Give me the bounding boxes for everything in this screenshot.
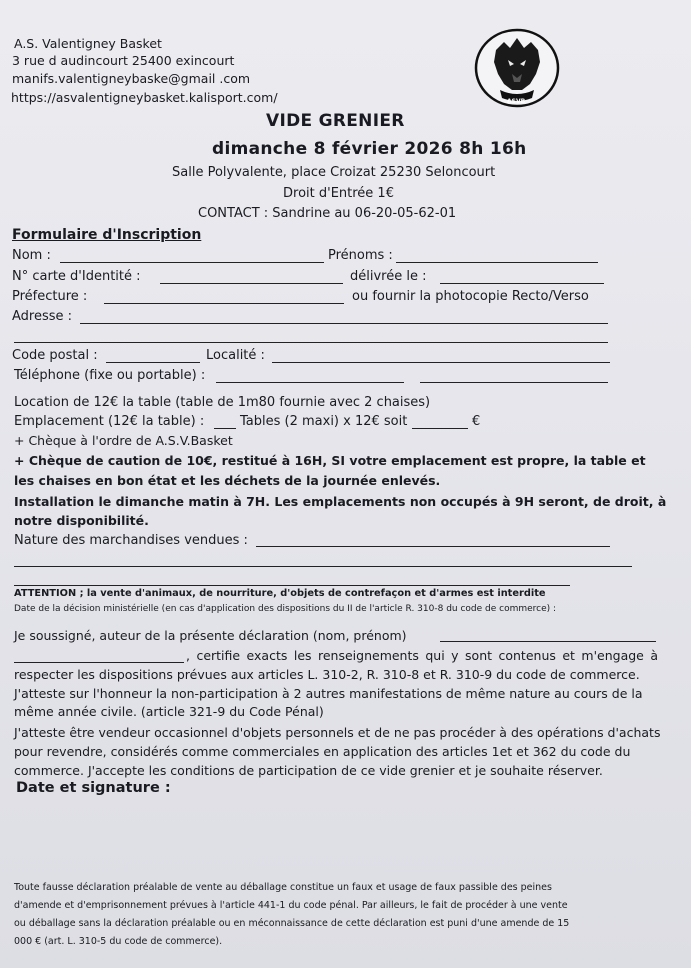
photocopy-note: ou fournir la photocopie Recto/Verso [352, 289, 589, 304]
delivered-label: délivrée le : [350, 269, 427, 284]
declaration-line-1: Je soussigné, auteur de la présente déclaration (nom, prénom) [14, 628, 407, 643]
nature-field-line2[interactable] [14, 566, 632, 567]
attention-notice: ATTENTION ; la vente d'animaux, de nourriture, d'objets de contrefaçon et d'armes est interdite [14, 588, 546, 599]
org-email: manifs.valentigneybaske@gmail .com [12, 71, 251, 86]
postal-code-label: Code postal : [12, 348, 98, 363]
telephone-field-1[interactable] [216, 382, 404, 383]
cheque-deposit-a: + Chèque de caution de 10€, restitué à 16H, SI votre emplacement est propre, la table et [14, 453, 646, 468]
event-date-time: dimanche 8 février 2026 8h 16h [212, 139, 527, 159]
lion-head-icon [474, 28, 560, 108]
declaration-line-7: pour revendre, considérés comme commerciales en application des articles 1et et 362 du code du [14, 744, 631, 759]
adresse-label: Adresse : [12, 309, 73, 324]
postal-code-field[interactable] [106, 362, 200, 363]
event-contact: CONTACT : Sandrine au 06-20-05-62-01 [198, 206, 457, 221]
footer-line-2: d'amende et d'emprisonnement prévues à l'article 441-1 du code pénal. Par ailleurs, le fait de procéder à une vente [14, 900, 568, 911]
prenoms-label: Prénoms : [328, 248, 393, 263]
event-venue: Salle Polyvalente, place Croizat 25230 Seloncourt [172, 165, 496, 180]
org-address: 3 rue d audincourt 25400 exincourt [12, 53, 235, 68]
installation-a: Installation le dimanche matin à 7H. Les emplacements non occupés à 9H seront, de droit, à [14, 494, 667, 509]
telephone-field-2[interactable] [420, 382, 608, 383]
signature-label: Date et signature : [16, 780, 171, 796]
cheque-order: + Chèque à l'ordre de A.S.V.Basket [14, 433, 233, 448]
tables-count-field[interactable] [214, 428, 236, 429]
tables-label: Tables (2 maxi) x 12€ soit [240, 414, 408, 429]
event-title: VIDE GRENIER [266, 111, 405, 131]
emplacement-label: Emplacement (12€ la table) : [14, 414, 205, 429]
locality-field[interactable] [272, 362, 610, 363]
delivered-field[interactable] [440, 283, 604, 284]
location-line: Location de 12€ la table (table de 1m80 fournie avec 2 chaises) [14, 395, 431, 410]
org-name: A.S. Valentigney Basket [14, 36, 162, 51]
declaration-line-5: même année civile. (article 321-9 du Code Pénal) [14, 704, 324, 719]
club-logo [474, 28, 560, 108]
adresse-field-line2[interactable] [14, 342, 608, 343]
nom-field[interactable] [60, 262, 324, 263]
decision-notice: Date de la décision ministérielle (en cas d'application des dispositions du II de l'article R. 310-8 du code de commerce) : [14, 604, 557, 614]
id-card-label: N° carte d'Identité : [12, 269, 141, 284]
id-card-field[interactable] [160, 283, 343, 284]
event-entry-fee: Droit d'Entrée 1€ [283, 186, 394, 201]
nature-label: Nature des marchandises vendues : [14, 533, 248, 548]
footer-line-4: 000 € (art. L. 310-5 du code de commerce). [14, 936, 223, 947]
declaration-line-4: J'atteste sur l'honneur la non-participation à 2 autres manifestations de même nature au cours de la [14, 686, 643, 701]
nom-label: Nom : [12, 248, 51, 263]
footer-line-1: Toute fausse déclaration préalable de vente au déballage constitue un faux et usage de faux passible des peines [14, 882, 552, 893]
prefecture-field[interactable] [104, 303, 344, 304]
prenoms-field[interactable] [396, 262, 598, 263]
logo-text: ASVB [507, 98, 526, 105]
cheque-deposit-b: les chaises en bon état et les déchets de la journée enlevés. [14, 473, 441, 488]
nature-field-line3[interactable] [14, 585, 570, 586]
declaration-line-6: J'atteste être vendeur occasionnel d'objets personnels et de ne pas procéder à des opérations d'achats [14, 725, 661, 740]
declaration-line-3: respecter les dispositions prévues aux articles L. 310-2, R. 310-8 et R. 310-9 du code de commerce. [14, 667, 640, 682]
adresse-field[interactable] [80, 323, 608, 324]
locality-label: Localité : [206, 348, 265, 363]
org-website: https://asvalentigneybasket.kalisport.com/ [11, 90, 278, 105]
nature-field[interactable] [256, 546, 610, 547]
euro-sign: € [472, 414, 481, 429]
telephone-label: Téléphone (fixe ou portable) : [14, 368, 206, 383]
form-heading: Formulaire d'Inscription [12, 227, 202, 243]
declaration-line-8: commerce. J'accepte les conditions de participation de ce vide grenier et je souhaite réserver. [14, 763, 603, 778]
declaration-line-2: , certifie exacts les renseignements qui y sont contenus et m'engage à [186, 648, 658, 663]
installation-b: notre disponibilité. [14, 513, 149, 528]
declarant-name-field[interactable] [440, 641, 656, 642]
declarant-name-field-2[interactable] [14, 662, 184, 663]
signature-area[interactable] [14, 806, 654, 872]
footer-line-3: ou déballage sans la déclaration préalable ou en méconnaissance de cette déclaration est puni d'une amende de 15 [14, 918, 570, 929]
prefecture-label: Préfecture : [12, 289, 88, 304]
total-field[interactable] [412, 428, 468, 429]
